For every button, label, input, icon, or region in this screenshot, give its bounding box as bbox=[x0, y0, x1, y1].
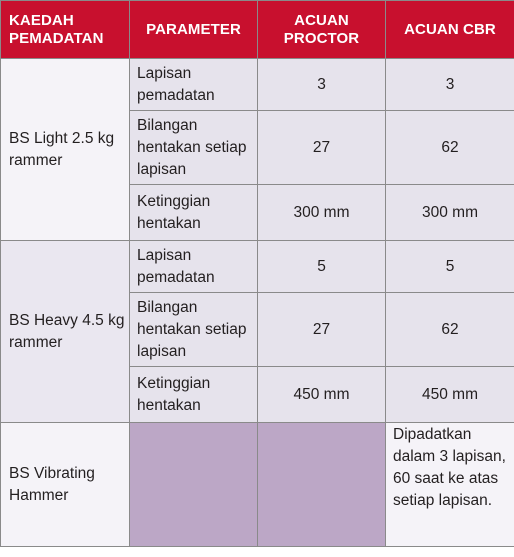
cbr-value: 450 mm bbox=[386, 367, 514, 423]
proctor-value: 27 bbox=[258, 111, 386, 185]
table-row bbox=[1, 59, 514, 111]
header-method: KAEDAH PEMADATAN bbox=[1, 1, 130, 59]
cbr-value: 62 bbox=[386, 111, 514, 185]
header-proctor: ACUAN PROCTOR bbox=[258, 1, 386, 59]
proctor-value: 3 bbox=[258, 59, 386, 111]
proctor-value: 300 mm bbox=[258, 185, 386, 241]
proctor-value: 5 bbox=[258, 241, 386, 293]
param-height: Ketinggian hentakan bbox=[130, 367, 258, 423]
header-row bbox=[1, 1, 514, 59]
param-blows: Bilangan hentakan setiap lapisan bbox=[130, 111, 258, 185]
table-row bbox=[1, 423, 514, 547]
cbr-value: 3 bbox=[386, 59, 514, 111]
method-bs-vibrating: BS Vibrating Hammer bbox=[1, 423, 130, 547]
header-cbr: ACUAN CBR bbox=[386, 1, 514, 59]
header-parameter: PARAMETER bbox=[130, 1, 258, 59]
cbr-value: 300 mm bbox=[386, 185, 514, 241]
param-layers: Lapisan pemadatan bbox=[130, 59, 258, 111]
empty-proctor-cell bbox=[258, 423, 386, 547]
method-bs-light: BS Light 2.5 kg rammer bbox=[1, 59, 130, 241]
proctor-value: 450 mm bbox=[258, 367, 386, 423]
proctor-value: 27 bbox=[258, 293, 386, 367]
cbr-value: 5 bbox=[386, 241, 514, 293]
param-layers: Lapisan pemadatan bbox=[130, 241, 258, 293]
param-blows: Bilangan hentakan setiap lapisan bbox=[130, 293, 258, 367]
cbr-value: 62 bbox=[386, 293, 514, 367]
cbr-note: Dipadatkan dalam 3 lapisan, 60 saat ke atas setiap lapisan. bbox=[386, 423, 514, 547]
empty-parameter-cell bbox=[130, 423, 258, 547]
table-row bbox=[1, 241, 514, 293]
param-height: Ketinggian hentakan bbox=[130, 185, 258, 241]
method-bs-heavy: BS Heavy 4.5 kg rammer bbox=[1, 241, 130, 423]
